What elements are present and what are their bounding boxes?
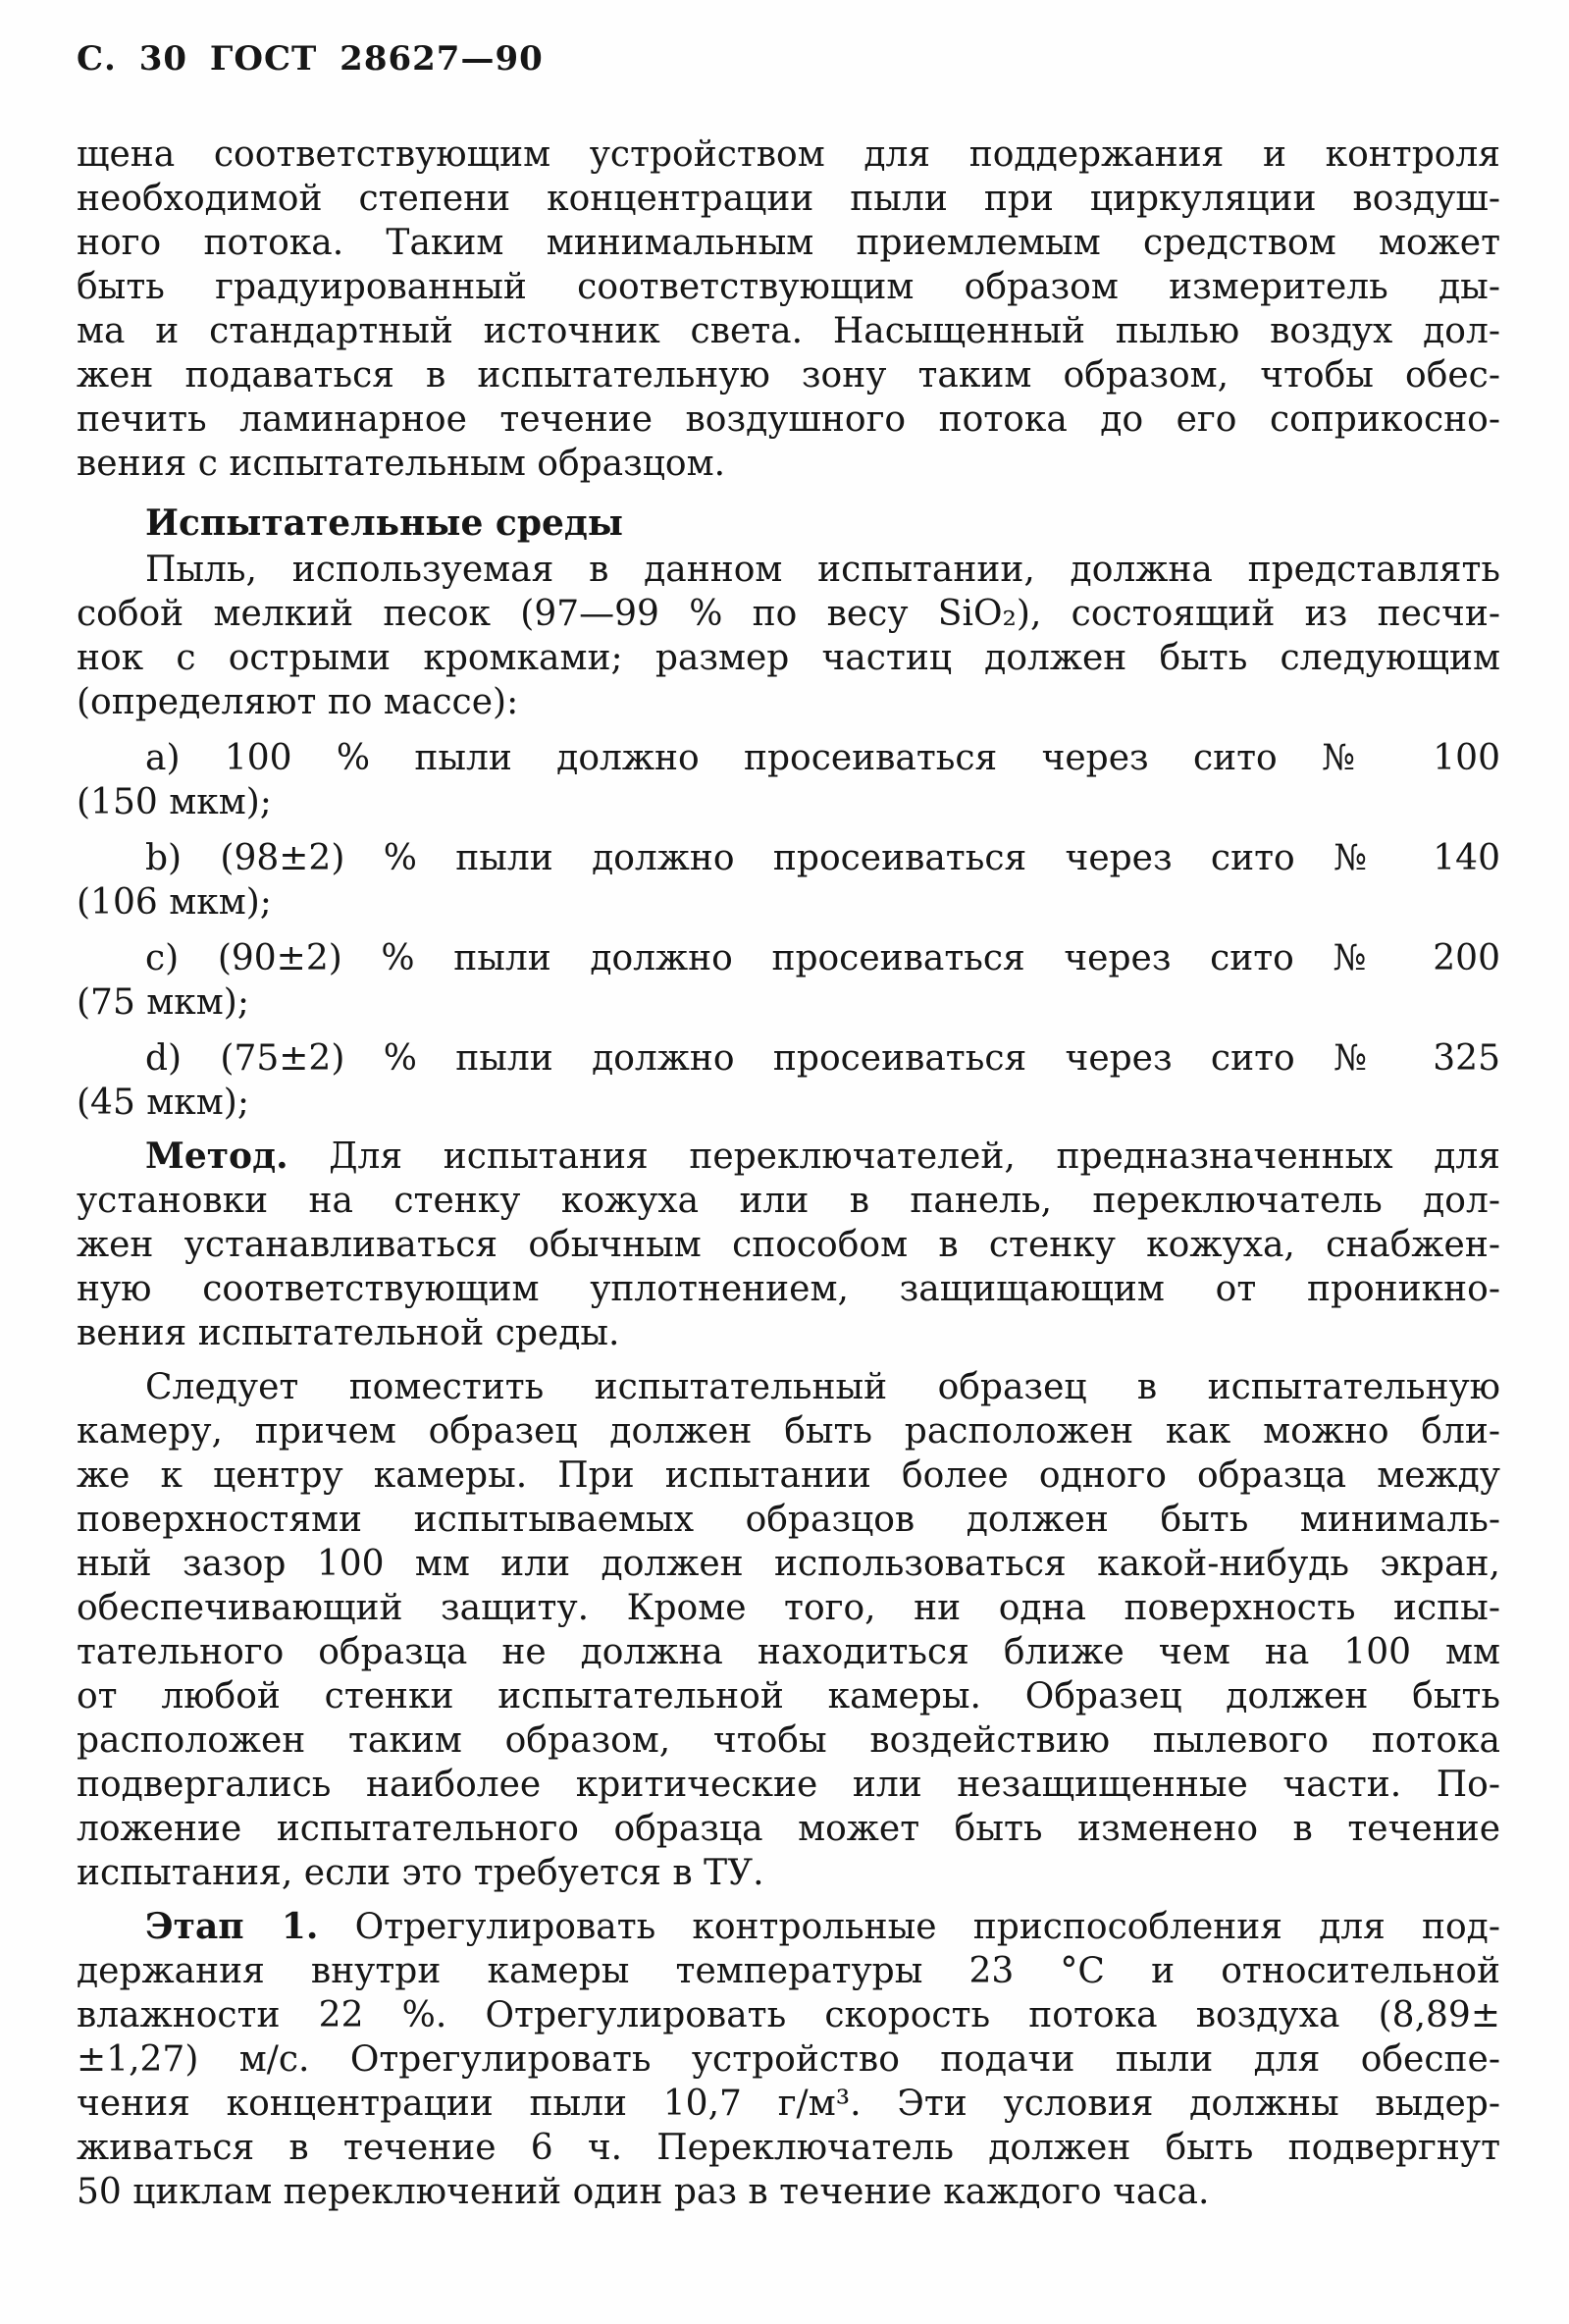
- paragraph: [77, 1905, 1500, 2214]
- text-line: поверхностями испытываемых образцов должен быть минималь-: [77, 1500, 1500, 1540]
- page-header: С. 30 ГОСТ 28627—90: [77, 39, 544, 79]
- text-line: расположен таким образом, чтобы воздействию пылевого потока: [77, 1720, 1500, 1761]
- bold-lead: Этап 1.: [145, 1906, 319, 1947]
- text-line: чения концентрации пыли 10,7 г/м³. Эти условия должны выдер-: [77, 2084, 1500, 2124]
- text-line: щена соответствующим устройством для поддержания и контроля: [77, 134, 1500, 175]
- list-item: [77, 836, 1500, 924]
- text-line: b) (98±2) % пыли должно просеиваться через сито № 140: [145, 838, 1500, 878]
- text-line: жен устанавливаться обычным способом в стенку кожуха, снабжен-: [77, 1225, 1500, 1265]
- list-item: [77, 1036, 1500, 1125]
- text-line: печить ламинарное течение воздушного потока до его соприкосно-: [77, 399, 1500, 440]
- text-line: собой мелкий песок (97—99 % по весу SiO₂), состоящий из песчи-: [77, 594, 1500, 634]
- bold-lead: Метод.: [145, 1136, 288, 1177]
- text-line: (45 мкм);: [77, 1083, 249, 1123]
- paragraph: [77, 1135, 1500, 1355]
- text-line: ный зазор 100 мм или должен использоваться какой-нибудь экран,: [77, 1544, 1500, 1584]
- text-line: a) 100 % пыли должно просеиваться через сито № 100: [145, 738, 1500, 778]
- text-line: (106 мкм);: [77, 882, 272, 923]
- text-line: установки на стенку кожуха или в панель, переключатель дол-: [77, 1181, 1500, 1221]
- text-line: нок с острыми кромками; размер частиц должен быть следующим: [77, 638, 1500, 678]
- text-line: Этап 1. Отрегулировать контрольные приспособления для под-: [145, 1906, 1500, 1947]
- section-heading: Испытательные среды: [145, 502, 623, 544]
- text-line: ную соответствующим уплотнением, защищающим от проникно-: [77, 1269, 1500, 1309]
- text-line: подвергались наиболее критические или незащищенные части. По-: [77, 1765, 1500, 1805]
- text-line: Метод. Для испытания переключателей, предназначенных для: [145, 1136, 1500, 1177]
- text-line: тательного образца не должна находиться ближе чем на 100 мм: [77, 1632, 1500, 1672]
- text-line: d) (75±2) % пыли должно просеиваться через сито № 325: [145, 1038, 1500, 1079]
- text-line: Следует поместить испытательный образец в испытательную: [145, 1367, 1500, 1407]
- text-line: быть градуированный соответствующим образом измеритель ды-: [77, 267, 1500, 307]
- text-line: жен подаваться в испытательную зону таким образом, чтобы обес-: [77, 355, 1500, 396]
- paragraph: [77, 548, 1500, 724]
- text-line: держания внутри камеры температуры 23 °С и относительной: [77, 1951, 1500, 1991]
- text-line: испытания, если это требуется в ТУ.: [77, 1853, 764, 1893]
- text-line: ного потока. Таким минимальным приемлемым средством может: [77, 223, 1500, 263]
- text-line: необходимой степени концентрации пыли при циркуляции воздуш-: [77, 179, 1500, 219]
- paragraph: [77, 132, 1500, 486]
- text-line: Пыль, используемая в данном испытании, должна представлять: [145, 550, 1500, 590]
- text-line: ма и стандартный источник света. Насыщенный пылью воздух дол-: [77, 311, 1500, 351]
- text-line: c) (90±2) % пыли должно просеиваться через сито № 200: [145, 938, 1500, 978]
- text-line: ±1,27) м/с. Отрегулировать устройство подачи пыли для обеспе-: [77, 2039, 1500, 2080]
- paragraph: [77, 1365, 1500, 1895]
- document-body: [77, 132, 1500, 2214]
- text-line: 50 циклам переключений один раз в течение каждого часа.: [77, 2172, 1210, 2212]
- list-item: [77, 736, 1500, 824]
- text-line: вения испытательной среды.: [77, 1313, 620, 1353]
- text-line: от любой стенки испытательной камеры. Образец должен быть: [77, 1676, 1500, 1717]
- text-line: (150 мкм);: [77, 782, 272, 822]
- text-line: влажности 22 %. Отрегулировать скорость потока воздуха (8,89±: [77, 1995, 1500, 2035]
- text-line: (75 мкм);: [77, 982, 249, 1023]
- list-item: [77, 936, 1500, 1025]
- text-line: ложение испытательного образца может быть изменено в течение: [77, 1809, 1500, 1849]
- text-line: живаться в течение 6 ч. Переключатель должен быть подвергнут: [77, 2128, 1500, 2168]
- text-line: обеспечивающий защиту. Кроме того, ни одна поверхность испы-: [77, 1588, 1500, 1628]
- text-line: вения с испытательным образцом.: [77, 444, 726, 484]
- text-line: (определяют по массе):: [77, 682, 519, 722]
- text-line: же к центру камеры. При испытании более одного образца между: [77, 1455, 1500, 1496]
- text-line: камеру, причем образец должен быть расположен как можно бли-: [77, 1411, 1500, 1452]
